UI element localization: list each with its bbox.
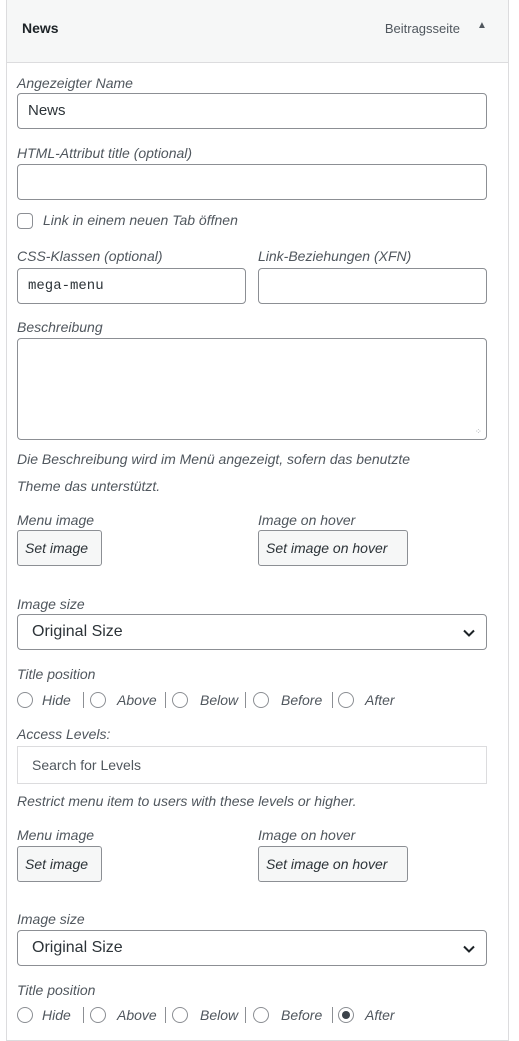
chevron-down-icon — [462, 626, 476, 640]
menu-image-label: Menu image — [17, 512, 95, 528]
separator — [245, 1007, 246, 1023]
radio-after-label-2: After — [365, 1007, 395, 1023]
xfn-input[interactable] — [258, 268, 487, 304]
radio-below-2[interactable] — [172, 1007, 188, 1023]
image-size-select-2[interactable] — [17, 930, 487, 966]
menu-item-header[interactable] — [7, 0, 508, 63]
nav-label-input[interactable]: News — [17, 93, 487, 129]
set-image-on-hover-button[interactable]: Set image on hover — [258, 530, 408, 566]
radio-above[interactable] — [90, 692, 106, 708]
radio-after-2-selected[interactable] — [338, 1007, 354, 1023]
set-image-button[interactable]: Set image — [17, 530, 102, 566]
css-classes-input[interactable]: mega-menu — [17, 268, 246, 304]
image-size-value: Original Size — [32, 623, 123, 640]
separator — [83, 1007, 84, 1023]
image-size-select[interactable] — [17, 614, 487, 650]
radio-hide-label-2: Hide — [42, 1007, 71, 1023]
description-textarea[interactable] — [17, 338, 487, 440]
radio-after-label: After — [365, 692, 395, 708]
nav-label-label: Angezeigter Name — [17, 75, 133, 91]
radio-below[interactable] — [172, 692, 188, 708]
radio-before-label: Before — [281, 692, 323, 708]
new-tab-checkbox[interactable] — [17, 213, 33, 229]
image-on-hover-label-2: Image on hover — [258, 827, 356, 843]
radio-below-label: Below — [200, 692, 239, 708]
new-tab-label: Link in einem neuen Tab öffnen — [43, 212, 238, 228]
description-help-line2: Theme das unterstützt. — [17, 478, 161, 494]
radio-hide[interactable] — [17, 692, 33, 708]
image-on-hover-label: Image on hover — [258, 512, 356, 528]
radio-above-label-2: Above — [117, 1007, 157, 1023]
radio-before[interactable] — [253, 692, 269, 708]
radio-before-label-2: Before — [281, 1007, 323, 1023]
radio-before-2[interactable] — [253, 1007, 269, 1023]
radio-below-label-2: Below — [200, 1007, 239, 1023]
xfn-label: Link-Beziehungen (XFN) — [258, 248, 412, 264]
image-size-label: Image size — [17, 596, 85, 612]
set-image-button-2[interactable]: Set image — [17, 846, 102, 882]
radio-above-label: Above — [117, 692, 157, 708]
menu-item-type: Beitragsseite — [384, 21, 460, 36]
separator — [83, 692, 84, 708]
title-position-label: Title position — [17, 666, 96, 682]
title-attr-input[interactable] — [17, 164, 487, 200]
title-position-label-2: Title position — [17, 982, 96, 998]
radio-hide-2[interactable] — [17, 1007, 33, 1023]
resize-grip-icon[interactable]: ⁘ — [475, 427, 482, 436]
collapse-arrow-icon[interactable]: ▲ — [477, 20, 487, 31]
image-size-label-2: Image size — [17, 911, 85, 927]
separator — [165, 1007, 166, 1023]
access-levels-label: Access Levels: — [17, 726, 111, 742]
radio-after[interactable] — [338, 692, 354, 708]
radio-above-2[interactable] — [90, 1007, 106, 1023]
set-image-on-hover-button-2[interactable]: Set image on hover — [258, 846, 408, 882]
image-size-value-2: Original Size — [32, 939, 123, 956]
separator — [332, 692, 333, 708]
radio-hide-label: Hide — [42, 692, 71, 708]
chevron-down-icon — [462, 942, 476, 956]
menu-image-label-2: Menu image — [17, 827, 95, 843]
menu-item-title: News — [22, 20, 59, 36]
description-help-line1: Die Beschreibung wird im Menü angezeigt, sofern das benutzte — [17, 451, 410, 467]
description-label: Beschreibung — [17, 319, 103, 335]
title-position-radio-group-2 — [17, 1005, 497, 1025]
separator — [332, 1007, 333, 1023]
css-classes-label: CSS-Klassen (optional) — [17, 248, 163, 264]
separator — [165, 692, 166, 708]
title-attr-label: HTML-Attribut title (optional) — [17, 145, 193, 161]
separator — [245, 692, 246, 708]
access-levels-search-input[interactable]: Search for Levels — [17, 746, 487, 784]
access-levels-help: Restrict menu item to users with these levels or higher. — [17, 793, 357, 809]
title-position-radio-group — [17, 690, 497, 710]
